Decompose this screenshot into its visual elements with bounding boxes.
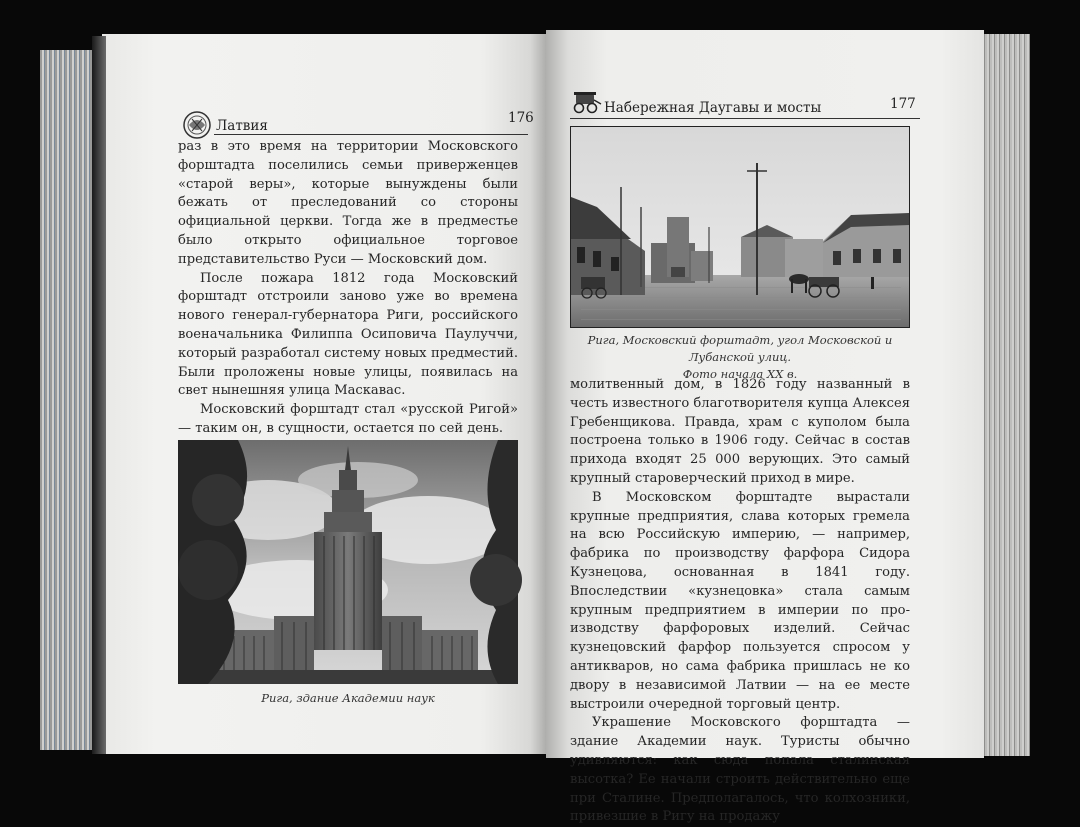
paragraph: В Московском форштадте вырастали крупные предприятия, слава которых гремела на всю Российскую империю, — например, фабрика по производству фарфора Сидора Кузнецова, основанная в 1841 году. Впоследствии «кузнецовка» стала самым крупным предприятием в империи по производству фарфоровых изделий. Сейчас кузнецовский фарфор пользуется спросом у антикваров, но сама фабрика пришлась не ко двору в независимой Латвии — на ее месте выстроили очередной торговый центр. bbox=[570, 489, 910, 712]
left-header-rule bbox=[214, 134, 528, 135]
paragraph: Украшение Московского форштадта — здание Академии наук. Туристы обычно удивляются: как сюда попала сталинская высотка? Ее начали строить действительно еще при Сталине. Предполагалось, что колхозники, привезшие в Ригу на продажу bbox=[570, 715, 910, 825]
caption-line: Рига, Московский форштадт, угол Московской и Лубанской улиц. bbox=[587, 333, 893, 364]
academy-of-sciences-photo bbox=[178, 440, 518, 684]
right-body-text bbox=[570, 376, 910, 827]
right-header-title: Набережная Даугавы и мосты bbox=[604, 100, 822, 116]
paragraph: молитвенный дом, в 1826 году названный в честь известного благотворителя купца Алексея Гребенщикова. Правда, храм с куполом была построена только в 1906 году. Сейчас в состав прихода входят 25 000 верующих. Это самый крупный староверческий приход в мире. bbox=[570, 377, 910, 486]
left-page-number: 176 bbox=[508, 110, 534, 126]
carriage-icon bbox=[570, 90, 602, 114]
right-header-rule bbox=[570, 118, 920, 119]
left-page bbox=[102, 34, 548, 754]
circular-emblem-icon bbox=[182, 110, 212, 140]
paragraph: Московский форштадт стал «русской Ригой» — таким он, в сущности, остается по сей день. bbox=[178, 402, 518, 436]
paragraph: После пожара 1812 года Московский форштадт отстроили заново уже во времена нового генерал-губернатора Риги, российского военачальника Филиппа Осиповича Паулуччи, который разработал систему новых предместий. Были проложены новые улицы, появилась на свет нынешняя улица Маскавас. bbox=[178, 270, 518, 399]
moscow-suburb-historic-photo bbox=[570, 126, 910, 328]
book-spine-shadow bbox=[92, 36, 106, 754]
caption-line: Фото начала XX в. bbox=[682, 367, 798, 381]
right-page-number: 177 bbox=[890, 96, 916, 112]
paragraph: раз в это время на территории Московского форштадта поселились семьи приверженцев «старой веры», которые вынуждены были бежать от преследований со стороны официальной церкви. Тогда же в предместье было открыто официальное торговое представительство Руси — Московский дом. bbox=[178, 139, 518, 267]
right-page-edges bbox=[982, 34, 1030, 756]
left-header-title: Латвия bbox=[216, 118, 268, 134]
left-photo-caption: Рига, здание Академии наук bbox=[261, 691, 435, 705]
right-page bbox=[546, 30, 984, 825]
